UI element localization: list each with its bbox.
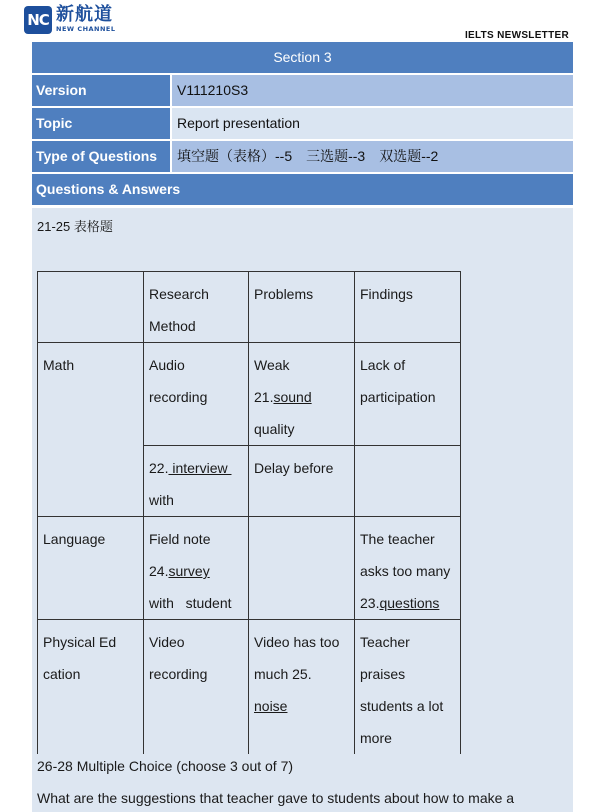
- question-number: 22.: [149, 460, 169, 476]
- cell-text: with: [149, 492, 174, 508]
- table-header-cell: Findings: [355, 272, 461, 343]
- findings-cell: Teacher praises students a lot more: [355, 620, 461, 755]
- answer-text: noise: [254, 698, 288, 714]
- table-section-heading: 21-25 表格题: [37, 219, 113, 234]
- info-label: Topic: [32, 108, 170, 139]
- info-row-version: [32, 75, 573, 106]
- question-number: 21.: [254, 389, 274, 405]
- info-value: Report presentation: [172, 108, 573, 139]
- findings-cell: [355, 446, 461, 517]
- subject-cell: Math: [38, 343, 144, 517]
- logo-mark: NC: [24, 6, 52, 34]
- table-row-math-1: [38, 343, 461, 446]
- cell-text: with student: [149, 595, 232, 611]
- problem-cell: [249, 517, 355, 620]
- multiple-choice-question: What are the suggestions that teacher gave to students about how to make a: [37, 790, 515, 806]
- cell-text: The teacher asks too many: [360, 531, 451, 579]
- answer-text: questions: [379, 595, 440, 611]
- method-cell: [144, 517, 249, 620]
- answer-text: survey: [168, 563, 210, 579]
- answer-table: [37, 271, 461, 754]
- table-header-cell: Problems: [249, 272, 355, 343]
- cell-text: quality: [254, 421, 295, 437]
- cell-text: Field note: [149, 531, 211, 547]
- findings-cell: Lack of participation: [355, 343, 461, 446]
- info-value: V111210S3: [172, 75, 573, 106]
- table-header-cell: [38, 272, 144, 343]
- table-row-language: [38, 517, 461, 620]
- method-cell: [144, 446, 249, 517]
- questions-answers-header: Questions & Answers: [32, 174, 573, 205]
- logo-english-name: NEW CHANNEL: [56, 25, 116, 33]
- info-value: 填空题（表格）--5 三选题--3 双选题--2: [172, 141, 573, 172]
- table-header-row: [38, 272, 461, 343]
- problem-cell: [249, 620, 355, 755]
- subject-cell: Physical Ed cation: [38, 620, 144, 755]
- problem-cell: Delay before: [249, 446, 355, 517]
- new-channel-logo: [24, 6, 116, 34]
- multiple-choice-heading: 26-28 Multiple Choice (choose 3 out of 7): [37, 758, 294, 774]
- info-label: Version: [32, 75, 170, 106]
- question-number: 23.: [360, 595, 380, 611]
- answer-text: interview: [168, 460, 232, 476]
- info-sheet: [32, 42, 573, 205]
- table-row-physical-education: [38, 620, 461, 755]
- subject-cell: Language: [38, 517, 144, 620]
- logo-text: [56, 6, 116, 33]
- cell-text: Weak: [254, 357, 290, 373]
- newsletter-title: IELTS NEWSLETTER: [464, 30, 569, 41]
- method-cell: Audio recording: [144, 343, 249, 446]
- logo-chinese-name: 新航道: [56, 4, 113, 25]
- cell-text: Video has too much 25.: [254, 634, 340, 682]
- problem-cell: [249, 343, 355, 446]
- info-row-question-types: [32, 141, 573, 172]
- answer-text: sound: [273, 389, 312, 405]
- section-title: Section 3: [32, 42, 573, 73]
- table-header-cell: Research Method: [144, 272, 249, 343]
- findings-cell: [355, 517, 461, 620]
- answers-content: [32, 208, 573, 812]
- question-number: 24.: [149, 563, 169, 579]
- info-label: Type of Questions: [32, 141, 170, 172]
- method-cell: Video recording: [144, 620, 249, 755]
- info-row-topic: [32, 108, 573, 139]
